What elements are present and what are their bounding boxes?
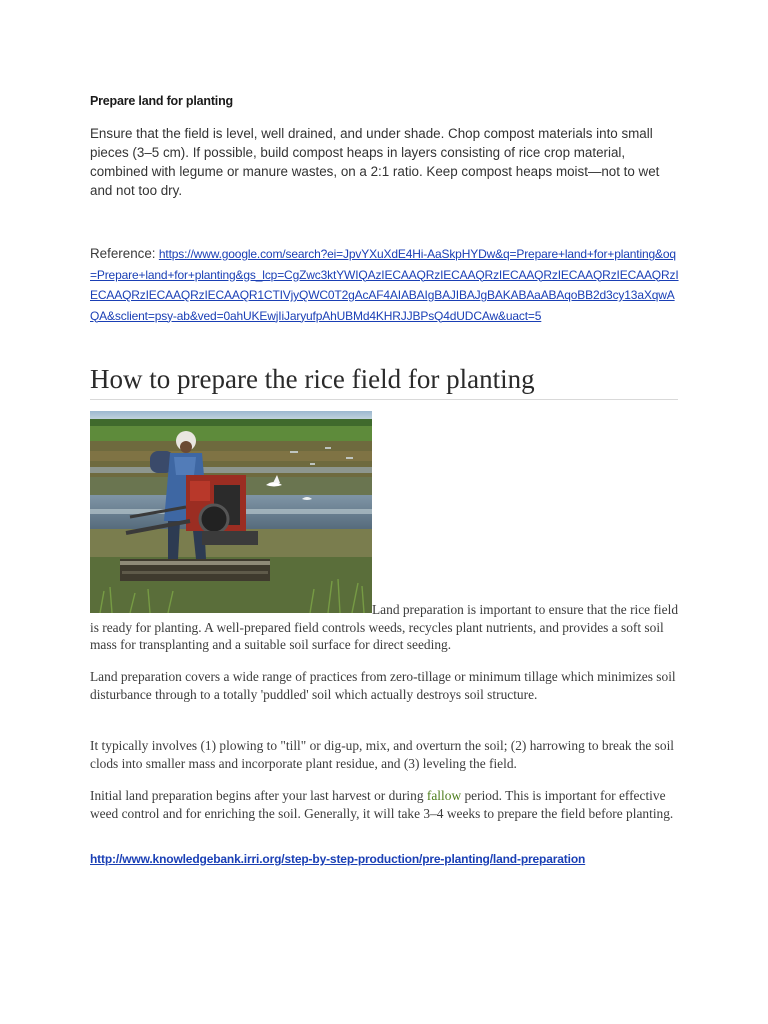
paragraph-initial-preparation [90, 787, 680, 822]
fallow-link[interactable]: fallow [426, 788, 462, 803]
article-title: How to prepare the rice field for planting [90, 364, 678, 400]
compost-paragraph: Ensure that the field is level, well drained, and under shade. Chop compost materials into small pieces (3–5 cm). If possible, build compost heaps in layers consisting of rice crop material, combined with legume or manure wastes, on a 2:1 ratio. Keep compost heaps moist—not to wet and not too dry. [90, 126, 660, 198]
knowledgebank-link[interactable]: http://www.knowledgebank.irri.org/step-by-step-production/pre-planting/land-preparation [90, 852, 586, 866]
paragraph-land-preparation [90, 601, 680, 654]
paragraph-4-after: period. This is important for effective weed control and for enriching the soil. Generally, it will take 3–4 weeks to prepare the field before planting. [90, 788, 674, 821]
rice-field-photo [90, 411, 372, 613]
reference-block [90, 244, 680, 326]
reference-link[interactable]: https://www.google.com/search?ei=JpvYXuXdE4Hi-AaSkpHYDw&q=Prepare+land+for+planting&oq=Prepare+land+for+planting&gs_lcp=CgZwc3ktYWIQAzIECAAQRzIECAAQRzIECAAQRzIECAAQRzIECAAQRzIECAAQRzIECAAQRzIECAAQR1CTIVjyQWC0T2gAcAF4AIABAIgBAJIBAJgBAKABAaABAqoBB2d3cy13aXqwAQA&sclient=psy-ab&ved=0ahUKEwjIiJaryufpAhUBMd4KHRJJBPsQ4dUDCAw&uact=5 [90, 247, 679, 323]
reference-label: Reference: [90, 246, 156, 261]
section-heading: Prepare land for planting [90, 94, 233, 108]
paragraph-steps: It typically involves (1) plowing to "till" or dig-up, mix, and overturn the soil; (2) harrowing to break the soil clods into smaller mass and incorporate plant residue, and (3) leveling the field. [90, 738, 675, 771]
paragraph-1-text: Land preparation is important to ensure that the rice field is ready for planting. A well-prepared field controls weeds, recycles plant nutrients, and provides a soft soil mass for transplanting and a suitable soil surface for direct seeding. [90, 602, 679, 652]
source-link-line [90, 852, 585, 866]
paragraph-4-before: Initial land preparation begins after your last harvest or during [90, 788, 427, 803]
paragraph-practices: Land preparation covers a wide range of practices from zero-tillage or minimum tillage which minimizes soil disturbance through to a totally 'puddled' soil which actually destroys soil structure. [90, 669, 676, 702]
